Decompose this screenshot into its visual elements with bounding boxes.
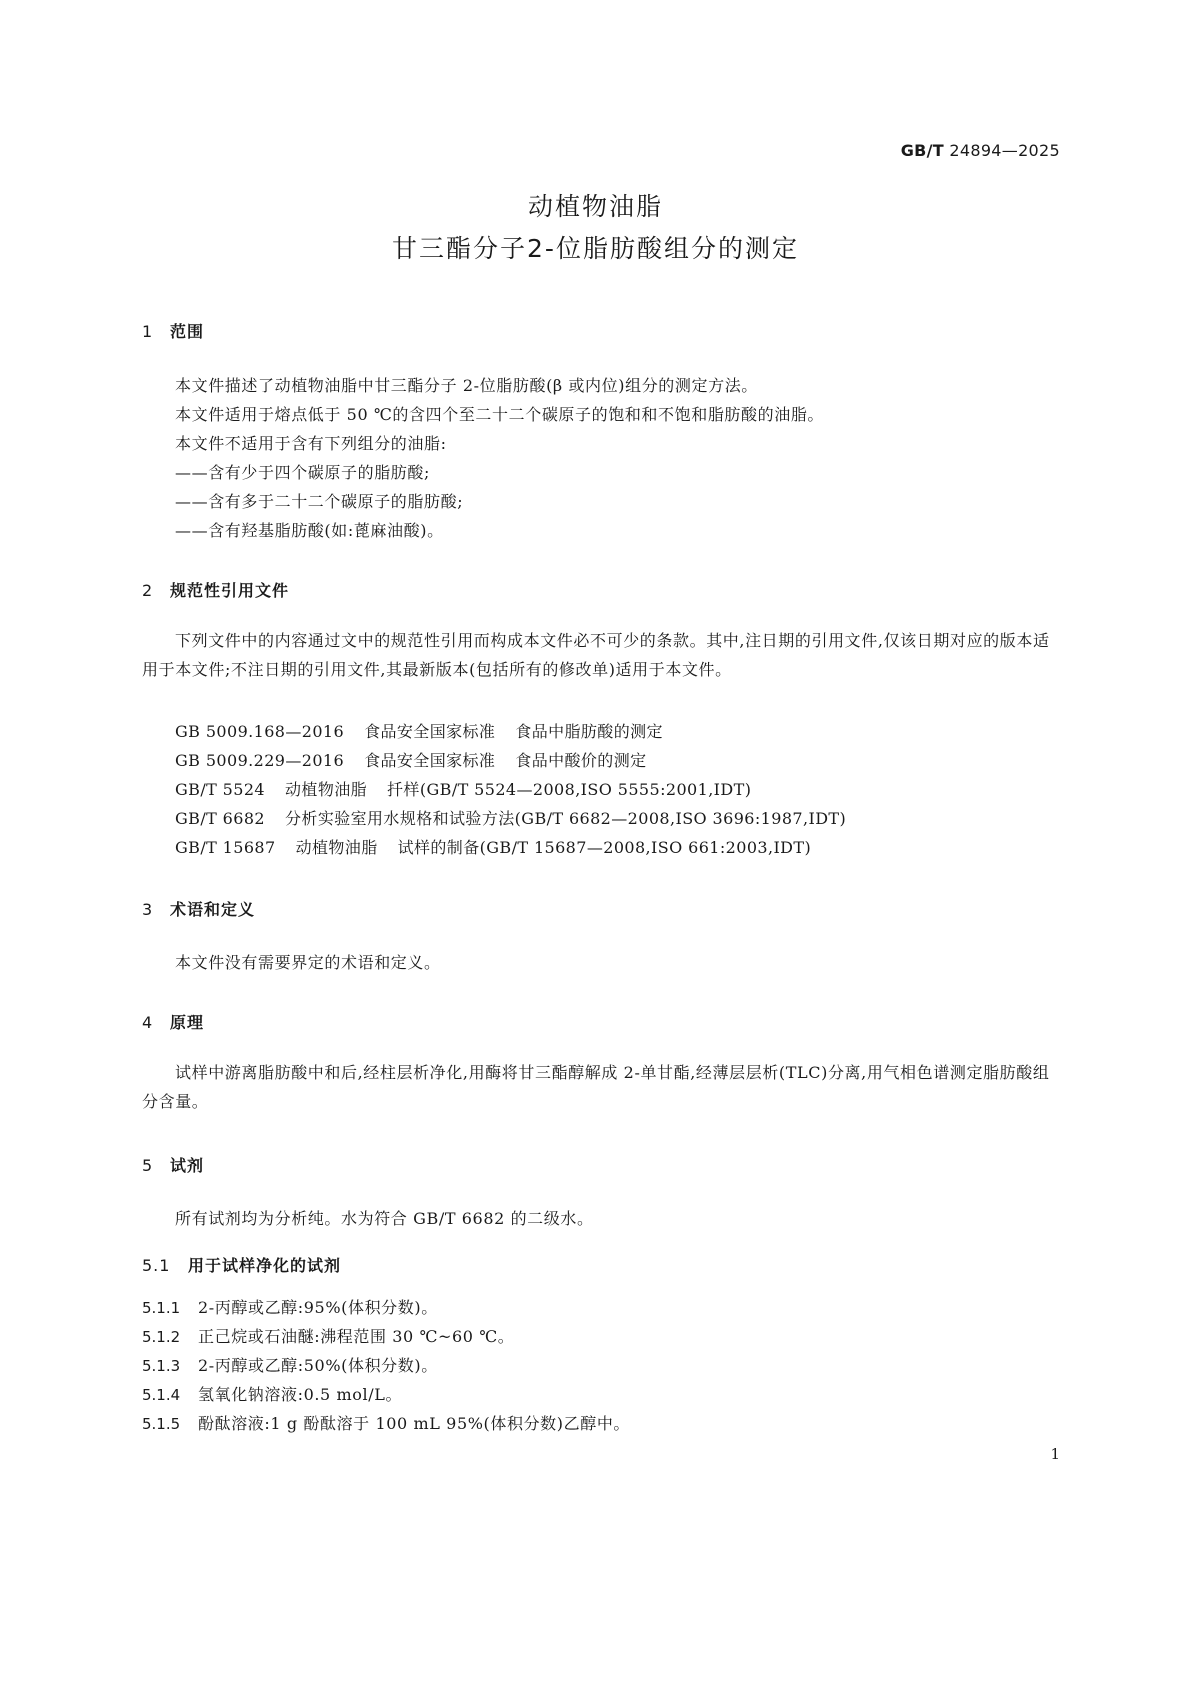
section-title: 范围	[170, 322, 205, 341]
reference-item	[175, 835, 811, 858]
reference-item	[175, 806, 846, 829]
reference-code: GB/T 5524	[175, 780, 266, 799]
reference-title: 食品安全国家标准	[364, 751, 496, 770]
item-text: 酚酞溶液:1 g 酚酞溶于 100 mL 95%(体积分数)乙醇中。	[198, 1414, 631, 1433]
reagents-para: 所有试剂均为分析纯。水为符合 GB/T 6682 的二级水。	[175, 1209, 594, 1228]
reagent-item	[142, 1295, 438, 1318]
section-title: 原理	[170, 1013, 205, 1032]
section-number: 1	[142, 322, 154, 341]
section-title: 术语和定义	[170, 900, 256, 919]
item-text: 正己烷或石油醚:沸程范围 30 ℃~60 ℃。	[198, 1327, 515, 1346]
reference-title: 动植物油脂	[295, 838, 378, 857]
section-title: 试剂	[170, 1156, 205, 1175]
item-text: 氢氧化钠溶液:0.5 mol/L。	[198, 1385, 403, 1404]
subsection-5-1-heading	[142, 1253, 341, 1276]
item-number: 5.1.3	[142, 1357, 181, 1375]
reference-code: GB/T 15687	[175, 838, 276, 857]
item-number: 5.1.4	[142, 1386, 181, 1404]
section-4-heading	[142, 1010, 204, 1033]
section-number: 3	[142, 900, 154, 919]
section-2-heading	[142, 578, 289, 601]
scope-para-1: 本文件描述了动植物油脂中甘三酯分子 2-位脂肪酸(β 或内位)组分的测定方法。	[175, 376, 758, 395]
reagent-item	[142, 1382, 402, 1405]
reagent-item	[142, 1411, 630, 1434]
reference-code: GB 5009.168—2016	[175, 722, 345, 741]
reference-title: 食品安全国家标准	[364, 722, 496, 741]
reference-title: 扦样(GB/T 5524—2008,ISO 5555:2001,IDT)	[387, 780, 752, 799]
scope-para-2: 本文件适用于熔点低于 50 ℃的含四个至二十二个碳原子的饱和和不饱和脂肪酸的油脂。	[175, 405, 825, 424]
section-title: 规范性引用文件	[170, 581, 290, 600]
reagent-item	[142, 1324, 514, 1347]
reference-item	[175, 719, 663, 742]
reference-code: GB 5009.229—2016	[175, 751, 345, 770]
section-number: 2	[142, 581, 154, 600]
scope-dash-item: ——含有多于二十二个碳原子的脂肪酸;	[175, 492, 464, 511]
item-text: 2-丙醇或乙醇:95%(体积分数)。	[198, 1298, 438, 1317]
section-number: 4	[142, 1013, 154, 1032]
item-text: 2-丙醇或乙醇:50%(体积分数)。	[198, 1356, 438, 1375]
section-5-heading	[142, 1153, 204, 1176]
reference-code: GB/T 6682	[175, 809, 266, 828]
reference-item	[175, 748, 647, 771]
item-number: 5.1.1	[142, 1299, 181, 1317]
standard-year: 24894—2025	[949, 141, 1060, 160]
item-number: 5.1.5	[142, 1415, 181, 1433]
scope-para-3: 本文件不适用于含有下列组分的油脂:	[175, 434, 447, 453]
section-number: 5	[142, 1156, 154, 1175]
standard-code: GB/T	[900, 141, 944, 160]
terms-para: 本文件没有需要界定的术语和定义。	[175, 953, 441, 972]
reference-title: 试样的制备(GB/T 15687—2008,ISO 661:2003,IDT)	[397, 838, 812, 857]
principle-para: 试样中游离脂肪酸中和后,经柱层析净化,用酶将甘三酯醇解成 2-单甘酯,经薄层层析(TLC)分离,用气相色谱测定脂肪酸组分含量。	[142, 1063, 1050, 1111]
standard-number	[901, 141, 1060, 160]
scope-dash-item: ——含有少于四个碳原子的脂肪酸;	[175, 463, 430, 482]
page-number: 1	[1050, 1445, 1060, 1463]
doc-title-line1: 动植物油脂	[527, 192, 663, 221]
subsection-title: 用于试样净化的试剂	[188, 1256, 342, 1275]
normative-refs-intro: 下列文件中的内容通过文中的规范性引用而构成本文件必不可少的条款。其中,注日期的引用文件,仅该日期对应的版本适用于本文件;不注日期的引用文件,其最新版本(包括所有的修改单)适用于本文件。	[142, 631, 1050, 679]
reference-title: 分析实验室用水规格和试验方法(GB/T 6682—2008,ISO 3696:1987,IDT)	[285, 809, 847, 828]
doc-title-line2: 甘三酯分子2-位脂肪酸组分的测定	[392, 234, 799, 263]
reference-item	[175, 777, 751, 800]
section-1-heading	[142, 319, 204, 342]
reagent-item	[142, 1353, 438, 1376]
reference-title: 食品中酸价的测定	[515, 751, 647, 770]
reference-title: 食品中脂肪酸的测定	[515, 722, 663, 741]
subsection-number: 5.1	[142, 1256, 171, 1275]
section-3-heading	[142, 897, 255, 920]
reference-title: 动植物油脂	[285, 780, 368, 799]
item-number: 5.1.2	[142, 1328, 181, 1346]
scope-dash-item: ——含有羟基脂肪酸(如:蓖麻油酸)。	[175, 521, 444, 540]
